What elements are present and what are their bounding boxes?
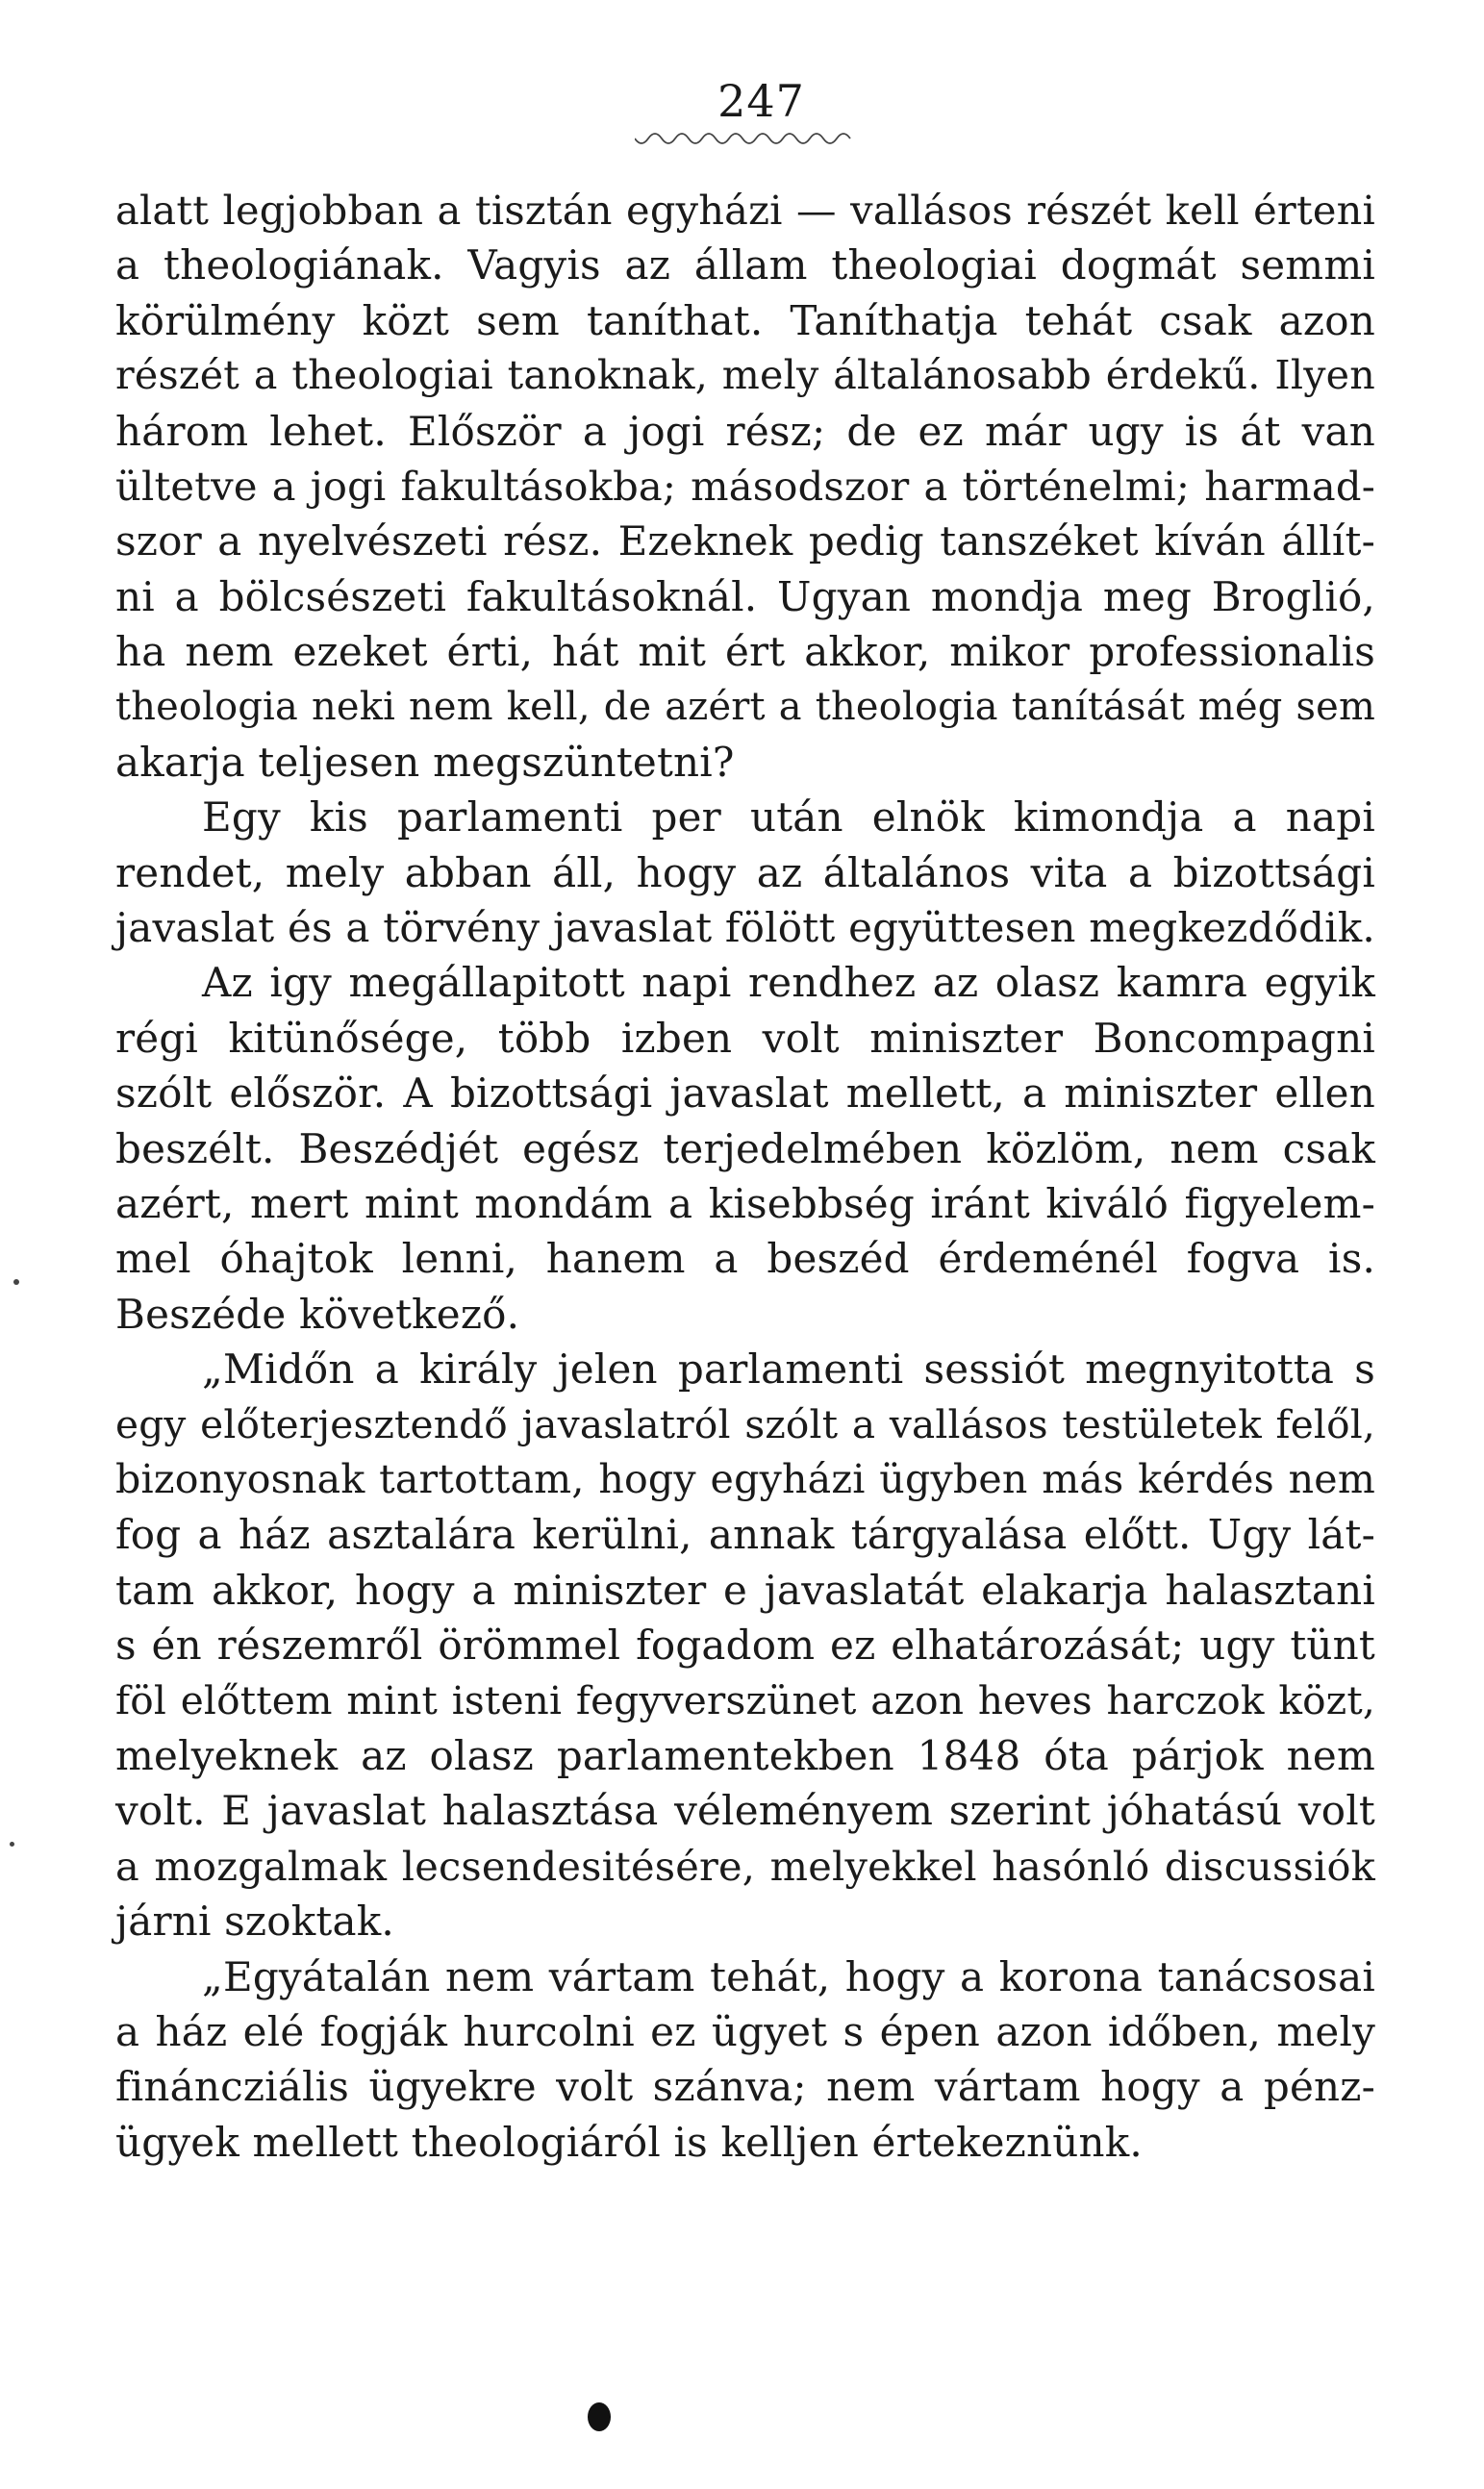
- text-line: Egy kis parlamenti per után elnök kimondja a napi: [202, 793, 1375, 842]
- margin-speck-icon: [13, 1279, 19, 1285]
- text-line: fog a ház asztalára kerülni, annak tárgyalása előtt. Ugy lát-: [115, 1511, 1375, 1559]
- text-line: volt. E javaslat halasztása véleményem szerint jóhatású volt: [115, 1787, 1375, 1835]
- text-line: ha nem ezeket érti, hát mit ért akkor, mikor professionalis: [115, 628, 1375, 676]
- text-line: azért, mert mint mondám a kisebbség iránt kiváló figyelem-: [115, 1180, 1375, 1228]
- text-line: fináncziális ügyekre volt szánva; nem vártam hogy a pénz-: [115, 2063, 1375, 2111]
- text-line: alatt legjobban a tisztán egyházi — vallásos részét kell érteni: [115, 187, 1375, 234]
- text-line: ni a bölcsészeti fakultásoknál. Ugyan mondja meg Broglió,: [115, 572, 1375, 620]
- page-number: 247: [717, 75, 805, 127]
- text-line: Beszéde következő.: [115, 1290, 520, 1338]
- text-line: Az igy megállapitott napi rendhez az olasz kamra egyik: [202, 959, 1375, 1007]
- text-line: tam akkor, hogy a miniszter e javaslatát elakarja halasztani: [115, 1566, 1375, 1614]
- margin-speck-icon: [10, 1842, 14, 1847]
- text-line: „Midőn a király jelen parlamenti sessiót megnyitotta s: [202, 1345, 1375, 1394]
- text-line: szor a nyelvészeti rész. Ezeknek pedig tanszéket kíván állít-: [115, 517, 1375, 566]
- text-line: egy előterjesztendő javaslatról szólt a vallásos testületek felől,: [115, 1400, 1375, 1447]
- text-line: akarja teljesen megszüntetni?: [115, 738, 735, 786]
- text-line: föl előttem mint isteni fegyverszünet azon heves harczok közt,: [115, 1676, 1375, 1723]
- text-line: járni szoktak.: [115, 1898, 394, 1946]
- text-line: s én részemről örömmel fogadom ez elhatározását; ugy tünt: [115, 1622, 1375, 1670]
- text-line: rendet, mely abban áll, hogy az általános vita a bizottsági: [115, 848, 1375, 896]
- text-line: három lehet. Először a jogi rész; de ez már ugy is át van: [115, 407, 1375, 455]
- text-line: a theologiának. Vagyis az állam theologiai dogmát semmi: [115, 241, 1375, 289]
- text-line: részét a theologiai tanoknak, mely általánosabb érdekű. Ilyen: [115, 352, 1375, 399]
- text-line: bizonyosnak tartottam, hogy egyházi ügyben más kérdés nem: [115, 1455, 1375, 1502]
- text-line: ügyek mellett theologiáról is kelljen értekeznünk.: [115, 2118, 1143, 2166]
- text-line: a ház elé fogják hurcolni ez ügyet s épen azon időben, mely: [115, 2007, 1375, 2055]
- ink-dot-icon: [588, 2402, 611, 2431]
- text-line: szólt először. A bizottsági javaslat mellett, a miniszter ellen: [115, 1069, 1375, 1118]
- text-line: „Egyátalán nem vártam tehát, hogy a korona tanácsosai: [202, 1952, 1375, 2000]
- text-line: ültetve a jogi fakultásokba; másodszor a történelmi; harmad-: [115, 462, 1375, 510]
- text-line: körülmény közt sem taníthat. Taníthatja tehát csak azon: [115, 296, 1375, 344]
- text-line: a mozgalmak lecsendesitésére, melyekkel hasónló discussiók: [115, 1842, 1375, 1890]
- text-line: beszélt. Beszédjét egész terjedelmében közlöm, nem csak: [115, 1124, 1375, 1172]
- text-line: mel óhajtok lenni, hanem a beszéd érdeménél fogva is.: [115, 1235, 1375, 1283]
- text-line: theologia neki nem kell, de azért a theologia tanítását még sem: [115, 684, 1375, 729]
- body-text: [115, 183, 1375, 2170]
- text-line: régi kitünősége, több izben volt miniszter Boncompagni: [115, 1014, 1375, 1062]
- text-line: melyeknek az olasz parlamentekben 1848 óta párjok nem: [115, 1731, 1375, 1779]
- wavy-ornament-icon: [635, 133, 856, 150]
- text-line: javaslat és a törvény javaslat fölött együttesen megkezdődik.: [115, 904, 1375, 952]
